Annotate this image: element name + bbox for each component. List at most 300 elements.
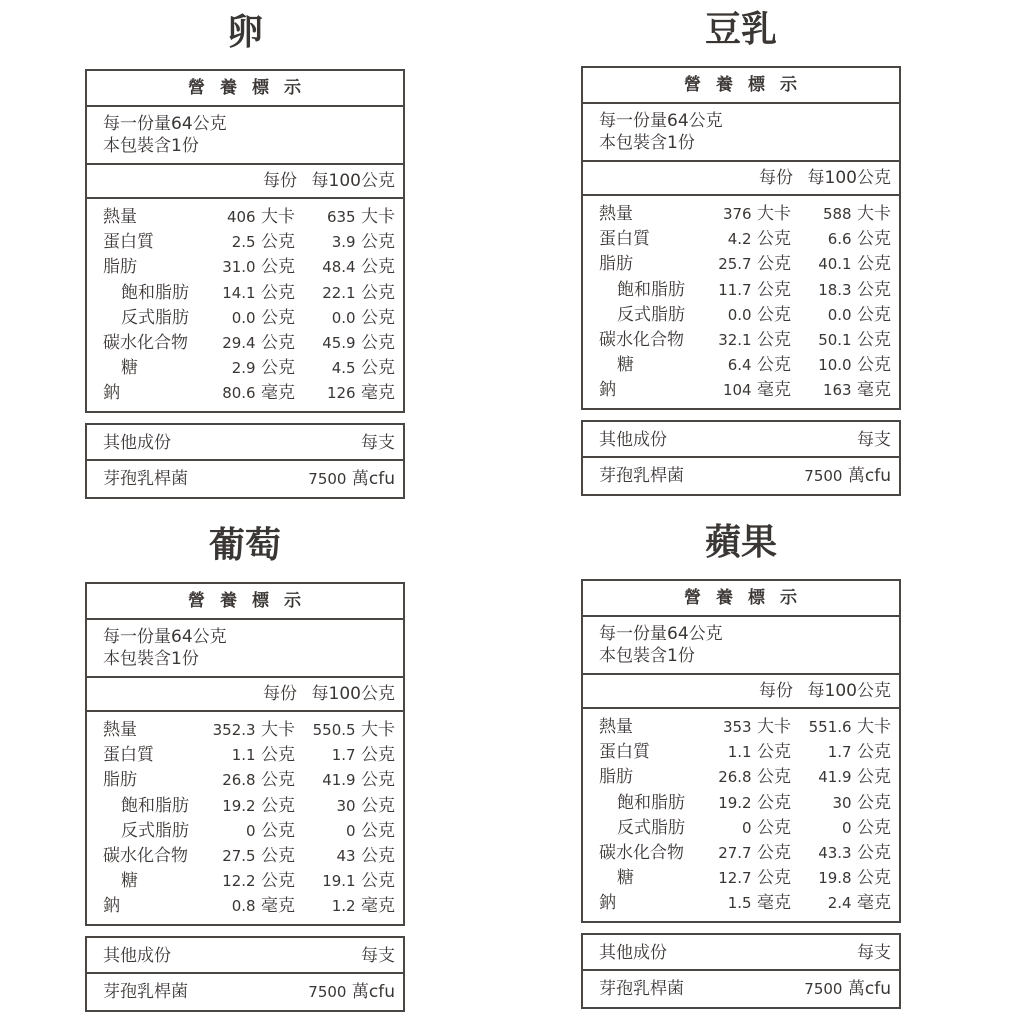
nutrition-facts-box	[581, 66, 901, 410]
other-ingredients-box	[581, 420, 901, 496]
per-100g-value	[828, 303, 891, 328]
nutrient-label: 脂肪	[599, 254, 633, 275]
per-100g-value	[818, 278, 891, 303]
per-serving-number: 2.9	[231, 359, 256, 378]
per-serving-unit: 公克	[757, 868, 791, 889]
servings-per-package: 本包裝含1份	[599, 646, 695, 666]
per-100g-unit: 毫克	[361, 383, 395, 404]
per-100g-unit: 公克	[361, 745, 395, 766]
per-serving-unit: 大卡	[757, 717, 791, 737]
serving-info	[583, 104, 899, 162]
nutrient-row	[87, 331, 403, 356]
per-serving-value	[222, 255, 295, 280]
per-100g-unit: 毫克	[361, 896, 395, 917]
probiotic-row	[87, 974, 403, 1010]
per-100g-number: 126	[326, 384, 356, 403]
per-serving-number: 80.6	[222, 384, 256, 403]
per-100g-value	[823, 202, 891, 227]
per-serving-number: 0	[742, 818, 752, 837]
per-serving-number: 14.1	[222, 283, 256, 302]
per-serving-number: 1.1	[727, 743, 752, 762]
nutrient-row	[583, 791, 899, 816]
per-100g-unit: 公克	[857, 767, 891, 788]
per-100g-unit: 公克	[857, 842, 891, 863]
per-100g-value	[337, 794, 396, 819]
per-serving-unit: 公克	[261, 257, 295, 278]
nutrient-label: 鈉	[103, 383, 120, 404]
per-serving-value	[723, 715, 791, 740]
nutrient-label: 蛋白質	[599, 229, 650, 250]
per-serving-unit: 毫克	[261, 896, 295, 917]
nutrition-panel	[581, 522, 901, 1009]
per-serving-number: 32.1	[718, 330, 752, 349]
nutrient-row	[583, 715, 899, 740]
per-serving-value	[718, 765, 791, 790]
nutrition-header-char: 示	[780, 75, 798, 95]
column-headers	[87, 678, 403, 712]
per-100g-value	[346, 819, 395, 844]
nutrient-rows	[87, 712, 403, 920]
per-100g-unit: 公克	[361, 257, 395, 278]
nutrition-facts-box	[581, 579, 901, 923]
per-100g-unit: 公克	[857, 279, 891, 300]
nutrient-label: 蛋白質	[103, 232, 154, 253]
other-ingredients-box	[581, 933, 901, 1009]
other-ingredients-header	[87, 938, 403, 974]
per-100g-header: 每100公克	[807, 168, 891, 188]
per-100g-number: 588	[822, 205, 852, 223]
per-100g-number: 50.1	[818, 330, 852, 349]
per-100g-number: 40.1	[818, 255, 852, 274]
nutrient-label: 脂肪	[103, 257, 137, 278]
per-100g-number: 0	[346, 821, 356, 840]
nutrient-row	[87, 255, 403, 280]
other-ingredients-box	[85, 936, 405, 1012]
per-serving-value	[728, 303, 791, 328]
per-100g-value	[322, 281, 395, 306]
per-serving-unit: 公克	[261, 745, 295, 766]
per-100g-value	[322, 768, 395, 793]
nutrient-row	[583, 765, 899, 790]
per-serving-header: 每份	[759, 681, 793, 701]
column-headers	[87, 165, 403, 199]
nutrient-label: 脂肪	[103, 770, 137, 791]
per-serving-value	[728, 891, 791, 916]
per-100g-unit: 公克	[857, 254, 891, 275]
per-serving-unit: 公克	[757, 355, 791, 376]
per-100g-value	[828, 740, 891, 765]
per-100g-value	[818, 328, 891, 353]
per-serving-number: 19.2	[718, 793, 752, 812]
nutrient-row	[583, 891, 899, 916]
nutrition-header	[583, 68, 899, 104]
nutrient-label: 碳水化合物	[599, 329, 684, 350]
nutrient-label: 脂肪	[599, 767, 633, 788]
nutrition-header-char: 養	[220, 78, 238, 98]
per-serving-number: 12.2	[222, 872, 256, 891]
per-serving-unit: 公克	[261, 871, 295, 892]
per-serving-value	[232, 894, 295, 919]
per-serving-number: 29.4	[222, 333, 256, 352]
per-serving-value	[222, 331, 295, 356]
per-100g-header: 每100公克	[807, 681, 891, 701]
per-100g-unit: 大卡	[857, 204, 891, 224]
per-100g-value	[327, 205, 395, 230]
per-serving-unit: 毫克	[757, 380, 791, 401]
per-serving-number: 4.2	[727, 230, 752, 249]
column-headers	[583, 162, 899, 196]
nutrient-label: 飽和脂肪	[617, 279, 685, 300]
nutrition-panel	[85, 12, 405, 499]
nutrient-label: 熱量	[599, 204, 633, 224]
nutrition-header-char: 標	[748, 588, 766, 608]
nutrition-header-char: 營	[188, 591, 206, 611]
per-100g-number: 48.4	[322, 258, 356, 277]
per-100g-value	[833, 791, 892, 816]
per-100g-number: 41.9	[818, 768, 852, 787]
nutrient-label: 鈉	[599, 380, 616, 401]
per-100g-number: 550.5	[312, 721, 356, 739]
nutrient-rows	[583, 196, 899, 404]
per-100g-value	[313, 718, 395, 743]
per-serving-unit: 公克	[757, 767, 791, 788]
per-serving-value	[222, 281, 295, 306]
nutrient-label: 反式脂肪	[617, 304, 685, 325]
per-serving-number: 27.7	[718, 843, 752, 862]
per-100g-unit: 大卡	[857, 717, 891, 737]
nutrition-header	[87, 71, 403, 107]
per-serving-unit: 公克	[757, 304, 791, 325]
probiotic-value: 7500	[308, 470, 347, 488]
nutrition-header-char: 養	[716, 588, 734, 608]
per-serving-value	[222, 869, 295, 894]
per-serving-unit: 毫克	[261, 383, 295, 404]
nutrient-row	[87, 768, 403, 793]
per-100g-value	[322, 331, 395, 356]
nutrition-header-char: 示	[780, 588, 798, 608]
per-serving-number: 406	[226, 208, 256, 226]
per-100g-unit: 大卡	[361, 207, 395, 227]
per-100g-unit: 公克	[857, 355, 891, 376]
per-100g-value	[823, 378, 891, 403]
per-serving-header: 每份	[759, 168, 793, 188]
per-100g-value	[818, 353, 891, 378]
flavor-title: 蘋果	[704, 522, 777, 563]
other-ingredients-header	[87, 425, 403, 461]
per-serving-unit: 公克	[261, 820, 295, 841]
per-100g-number: 635	[326, 208, 356, 226]
per-100g-value	[818, 841, 891, 866]
per-100g-number: 43	[336, 846, 356, 865]
per-stick-header: 每支	[857, 943, 891, 963]
servings-per-package: 本包裝含1份	[599, 133, 695, 153]
per-serving-number: 2.5	[231, 233, 256, 252]
per-100g-value	[842, 816, 891, 841]
per-serving-number: 27.5	[222, 846, 256, 865]
nutrient-row	[87, 819, 403, 844]
per-100g-number: 41.9	[322, 771, 356, 790]
per-100g-number: 1.7	[331, 746, 356, 765]
per-serving-value	[232, 743, 295, 768]
per-serving-number: 26.8	[718, 768, 752, 787]
per-100g-number: 18.3	[818, 280, 852, 299]
per-serving-number: 12.7	[718, 869, 752, 888]
nutrient-row	[87, 718, 403, 743]
per-100g-value	[818, 765, 891, 790]
per-100g-unit: 公克	[361, 845, 395, 866]
probiotic-row	[583, 971, 899, 1007]
serving-size: 每一份量64公克	[103, 114, 227, 134]
other-ingredients-label: 其他成份	[599, 943, 667, 963]
nutrition-header-char: 營	[684, 75, 702, 95]
per-serving-number: 19.2	[222, 796, 256, 815]
per-serving-value	[222, 844, 295, 869]
per-serving-unit: 大卡	[261, 720, 295, 740]
per-100g-number: 19.1	[322, 872, 356, 891]
per-100g-header: 每100公克	[311, 684, 395, 704]
per-serving-unit: 大卡	[757, 204, 791, 224]
per-serving-value	[222, 381, 295, 406]
per-100g-unit: 公克	[361, 358, 395, 379]
per-serving-unit: 公克	[757, 792, 791, 813]
nutrition-header-char: 示	[284, 78, 302, 98]
nutrient-label: 碳水化合物	[103, 845, 188, 866]
per-serving-value	[718, 791, 791, 816]
per-serving-number: 1.5	[727, 894, 752, 913]
nutrient-row	[583, 328, 899, 353]
serving-size: 每一份量64公克	[599, 111, 723, 131]
per-100g-unit: 公克	[857, 304, 891, 325]
serving-info	[87, 107, 403, 165]
other-ingredients-box	[85, 423, 405, 499]
per-serving-unit: 公克	[261, 770, 295, 791]
nutrition-header-char: 示	[284, 591, 302, 611]
probiotic-value: 7500	[308, 983, 347, 1001]
per-100g-value	[809, 715, 891, 740]
probiotic-row	[583, 458, 899, 494]
per-100g-number: 0	[842, 818, 852, 837]
per-serving-number: 0.0	[231, 308, 256, 327]
nutrition-header-char: 標	[252, 591, 270, 611]
probiotic-amount	[308, 461, 395, 497]
per-serving-unit: 公克	[757, 229, 791, 250]
per-100g-unit: 公克	[361, 232, 395, 253]
per-serving-unit: 公克	[261, 232, 295, 253]
per-100g-value	[828, 891, 891, 916]
nutrient-label: 糖	[617, 355, 634, 376]
nutrient-row	[583, 202, 899, 227]
flavor-title: 卵	[226, 12, 263, 53]
nutrition-header	[583, 581, 899, 617]
nutrient-row	[583, 303, 899, 328]
nutrient-row	[87, 306, 403, 331]
per-serving-value	[728, 740, 791, 765]
nutrient-rows	[87, 199, 403, 407]
nutrient-label: 碳水化合物	[599, 842, 684, 863]
per-100g-header: 每100公克	[311, 171, 395, 191]
per-100g-value	[332, 894, 395, 919]
nutrient-label: 反式脂肪	[121, 307, 189, 328]
flavor-title: 豆乳	[704, 9, 777, 50]
probiotic-amount	[308, 974, 395, 1010]
per-100g-number: 43.3	[818, 843, 852, 862]
per-100g-unit: 毫克	[857, 380, 891, 401]
per-serving-unit: 公克	[261, 282, 295, 303]
per-stick-header: 每支	[361, 433, 395, 453]
flavor-title: 葡萄	[208, 525, 281, 566]
nutrient-row	[87, 894, 403, 919]
nutrient-label: 熱量	[103, 720, 137, 740]
per-serving-header: 每份	[263, 684, 297, 704]
probiotic-value: 7500	[804, 467, 843, 485]
per-100g-unit: 公克	[361, 282, 395, 303]
probiotic-value: 7500	[804, 980, 843, 998]
nutrition-header-char: 標	[252, 78, 270, 98]
serving-size: 每一份量64公克	[103, 627, 227, 647]
per-100g-unit: 公克	[361, 307, 395, 328]
per-serving-unit: 公克	[757, 842, 791, 863]
per-serving-unit: 大卡	[261, 207, 295, 227]
nutrition-facts-box	[85, 69, 405, 413]
per-100g-number: 1.7	[827, 743, 852, 762]
servings-per-package: 本包裝含1份	[103, 649, 199, 669]
per-100g-value	[828, 227, 891, 252]
nutrient-row	[87, 869, 403, 894]
per-serving-number: 104	[722, 381, 752, 400]
per-100g-number: 22.1	[322, 283, 356, 302]
per-100g-number: 19.8	[818, 869, 852, 888]
per-100g-unit: 公克	[857, 868, 891, 889]
per-100g-unit: 公克	[361, 820, 395, 841]
per-serving-unit: 毫克	[757, 893, 791, 914]
nutrient-row	[583, 227, 899, 252]
per-serving-number: 0	[246, 821, 256, 840]
nutrient-label: 糖	[121, 871, 138, 892]
per-100g-unit: 大卡	[361, 720, 395, 740]
probiotic-amount	[804, 971, 891, 1007]
nutrient-row	[87, 381, 403, 406]
per-serving-number: 26.8	[222, 771, 256, 790]
nutrient-row	[583, 816, 899, 841]
probiotic-unit: 萬cfu	[351, 982, 395, 1002]
nutrient-row	[87, 794, 403, 819]
probiotic-amount	[804, 458, 891, 494]
per-serving-value	[742, 816, 791, 841]
nutrient-label: 鈉	[599, 893, 616, 914]
per-serving-unit: 公克	[757, 254, 791, 275]
per-100g-value	[327, 381, 395, 406]
nutrient-label: 飽和脂肪	[121, 282, 189, 303]
per-100g-unit: 公克	[857, 229, 891, 250]
per-serving-value	[222, 768, 295, 793]
per-100g-number: 551.6	[808, 718, 852, 736]
other-ingredients-label: 其他成份	[103, 433, 171, 453]
nutrient-row	[583, 740, 899, 765]
per-serving-value	[232, 356, 295, 381]
nutrient-label: 反式脂肪	[617, 817, 685, 838]
nutrient-row	[583, 378, 899, 403]
serving-info	[87, 620, 403, 678]
per-serving-value	[728, 227, 791, 252]
per-serving-number: 0.8	[231, 897, 256, 916]
nutrient-label: 碳水化合物	[103, 332, 188, 353]
nutrition-panel	[85, 525, 405, 1012]
per-100g-number: 0.0	[827, 305, 852, 324]
nutrient-label: 糖	[121, 358, 138, 379]
nutrient-label: 反式脂肪	[121, 820, 189, 841]
per-serving-unit: 公克	[757, 742, 791, 763]
per-100g-unit: 公克	[857, 742, 891, 763]
nutrient-label: 飽和脂肪	[121, 795, 189, 816]
per-100g-value	[332, 306, 395, 331]
per-100g-unit: 公克	[361, 770, 395, 791]
nutrient-row	[87, 205, 403, 230]
per-serving-number: 0.0	[727, 305, 752, 324]
nutrient-row	[583, 866, 899, 891]
per-100g-value	[322, 869, 395, 894]
nutrient-row	[583, 841, 899, 866]
nutrient-row	[87, 844, 403, 869]
per-100g-number: 6.6	[827, 230, 852, 249]
other-ingredients-label: 其他成份	[103, 946, 171, 966]
per-serving-unit: 公克	[757, 279, 791, 300]
servings-per-package: 本包裝含1份	[103, 136, 199, 156]
per-100g-unit: 公克	[857, 817, 891, 838]
per-100g-number: 30	[832, 793, 852, 812]
per-serving-value	[718, 328, 791, 353]
per-100g-number: 30	[336, 796, 356, 815]
per-serving-value	[232, 230, 295, 255]
per-100g-unit: 毫克	[857, 893, 891, 914]
per-100g-value	[332, 743, 395, 768]
per-100g-number: 45.9	[322, 333, 356, 352]
nutrient-label: 蛋白質	[599, 742, 650, 763]
per-serving-number: 6.4	[727, 356, 752, 375]
probiotic-unit: 萬cfu	[351, 469, 395, 489]
nutrition-header	[87, 584, 403, 620]
per-100g-number: 163	[822, 381, 852, 400]
probiotic-row	[87, 461, 403, 497]
per-100g-value	[332, 356, 395, 381]
per-100g-unit: 公克	[857, 792, 891, 813]
nutrient-row	[87, 356, 403, 381]
nutrient-row	[87, 230, 403, 255]
per-serving-number: 352.3	[212, 721, 256, 739]
per-serving-value	[718, 866, 791, 891]
other-ingredients-label: 其他成份	[599, 430, 667, 450]
per-stick-header: 每支	[857, 430, 891, 450]
per-serving-value	[222, 794, 295, 819]
nutrient-row	[87, 281, 403, 306]
nutrient-label: 鈉	[103, 896, 120, 917]
per-serving-number: 25.7	[718, 255, 752, 274]
nutrition-header-char: 營	[684, 588, 702, 608]
per-100g-value	[322, 255, 395, 280]
per-serving-value	[246, 819, 295, 844]
other-ingredients-header	[583, 935, 899, 971]
nutrient-rows	[583, 709, 899, 917]
nutrient-row	[583, 252, 899, 277]
probiotic-name: 芽孢乳桿菌	[103, 469, 188, 489]
per-serving-value	[213, 718, 295, 743]
per-serving-value	[723, 202, 791, 227]
per-100g-number: 10.0	[818, 356, 852, 375]
nutrition-facts-box	[85, 582, 405, 926]
nutrition-header-char: 養	[716, 75, 734, 95]
nutrient-row	[583, 353, 899, 378]
per-serving-number: 31.0	[222, 258, 256, 277]
nutrition-panel	[581, 9, 901, 496]
